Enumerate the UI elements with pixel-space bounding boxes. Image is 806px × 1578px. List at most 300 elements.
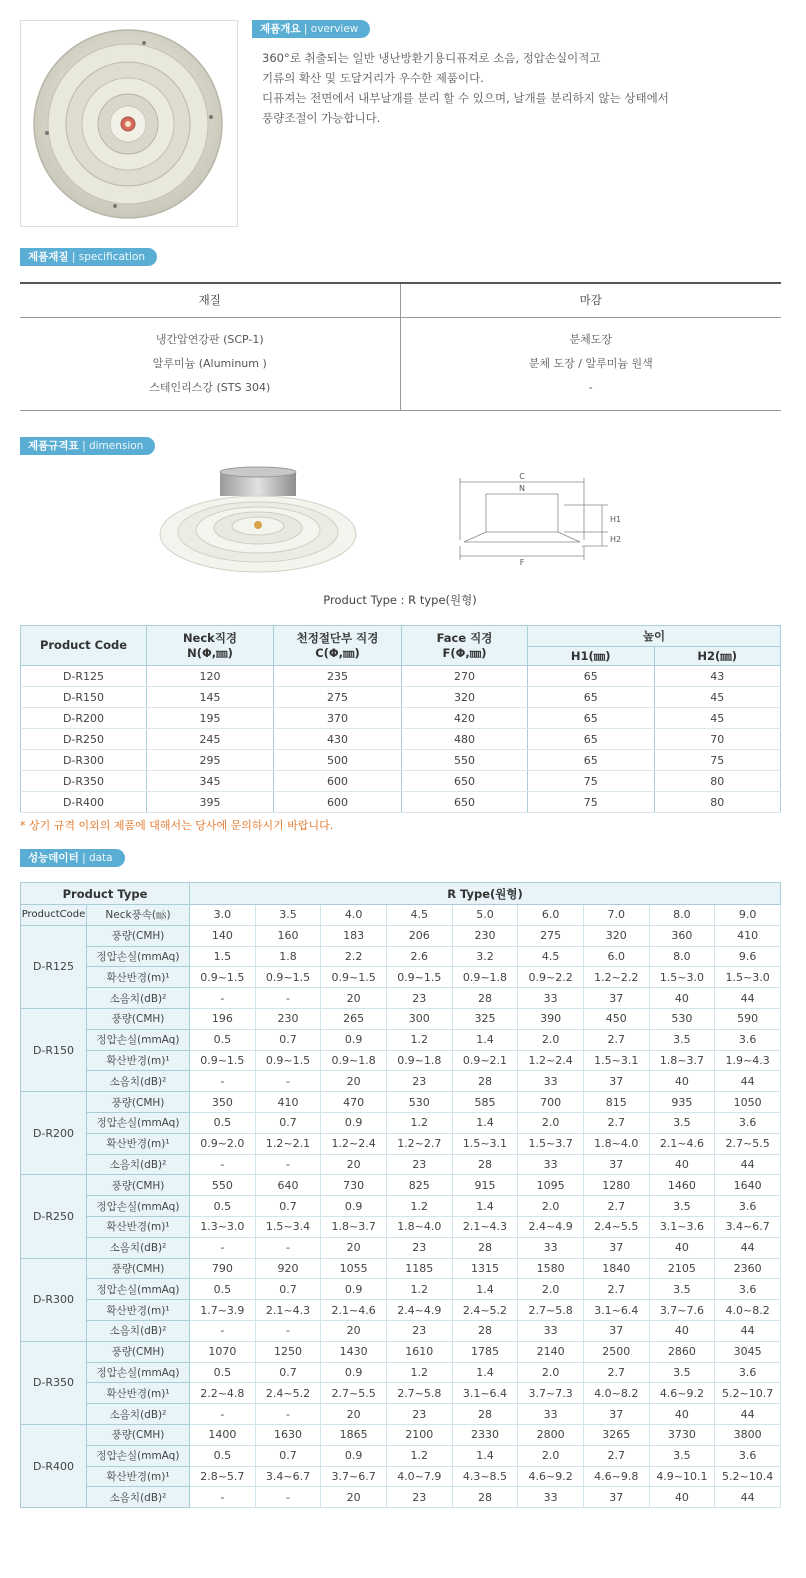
performance-value-cell: 410	[255, 1092, 321, 1113]
performance-value-cell: 0.9~1.5	[255, 1050, 321, 1071]
performance-value-cell: 3.7~7.3	[518, 1383, 584, 1404]
metric-label-cell: 정압손실(mmAq)	[87, 1445, 190, 1466]
performance-value-cell: -	[255, 988, 321, 1009]
performance-value-cell: 2.4~5.2	[255, 1383, 321, 1404]
performance-value-cell: 40	[649, 1154, 715, 1175]
performance-value-cell: 44	[715, 1237, 781, 1258]
performance-value-cell: 1785	[452, 1341, 518, 1362]
performance-value-cell: 2.4~5.2	[452, 1300, 518, 1321]
performance-value-cell: 3.7~6.7	[321, 1466, 387, 1487]
dimension-value-cell: 295	[147, 750, 274, 771]
performance-value-cell: 28	[452, 1071, 518, 1092]
performance-value-cell: 0.9~2.0	[190, 1133, 256, 1154]
performance-value-cell: 3.5	[649, 1362, 715, 1383]
performance-table	[20, 882, 781, 1508]
dimension-value-cell: 650	[402, 771, 528, 792]
material-item: 알루미늄 (Aluminum )	[152, 356, 267, 370]
diagram-label-n: N	[519, 484, 525, 493]
dimension-value-cell: 45	[654, 687, 781, 708]
performance-value-cell: 1.2~2.4	[518, 1050, 584, 1071]
performance-value-cell: 2.1~4.3	[452, 1216, 518, 1237]
performance-value-cell: 2140	[518, 1341, 584, 1362]
table-row	[21, 666, 781, 687]
dim-header-h2: H2(㎜)	[654, 647, 781, 666]
performance-value-cell: 37	[583, 1487, 649, 1508]
performance-value-cell: 2.0	[518, 1445, 584, 1466]
performance-value-cell: 3.5	[649, 1029, 715, 1050]
performance-value-cell: 1095	[518, 1175, 584, 1196]
performance-value-cell: -	[255, 1071, 321, 1092]
dimension-value-cell: 245	[147, 729, 274, 750]
performance-value-cell: 0.5	[190, 1362, 256, 1383]
metric-label-cell: 정압손실(mmAq)	[87, 1196, 190, 1217]
diagram-label-h2: H2	[610, 535, 622, 544]
performance-value-cell: 0.5	[190, 1196, 256, 1217]
overview-description	[262, 48, 782, 128]
neck-speed-cell: 7.0	[583, 905, 649, 926]
performance-value-cell: 44	[715, 1487, 781, 1508]
performance-value-cell: 37	[583, 988, 649, 1009]
performance-value-cell: 2.7~5.5	[715, 1133, 781, 1154]
performance-value-cell: 3730	[649, 1424, 715, 1445]
performance-value-cell: 2.0	[518, 1362, 584, 1383]
product-code-cell: D-R300	[21, 1258, 87, 1341]
table-row	[21, 1050, 781, 1071]
metric-label-cell: 확산반경(m)¹	[87, 1133, 190, 1154]
performance-value-cell: 40	[649, 1320, 715, 1341]
performance-value-cell: -	[255, 1487, 321, 1508]
product-code-cell: D-R125	[21, 925, 87, 1008]
performance-value-cell: 3.6	[715, 1362, 781, 1383]
performance-value-cell: 1.4	[452, 1029, 518, 1050]
product-code-cell: D-R200	[21, 1092, 87, 1175]
product-code-cell: D-R200	[21, 708, 147, 729]
performance-value-cell: 2.4~5.5	[583, 1216, 649, 1237]
performance-value-cell: 1.5~3.0	[715, 967, 781, 988]
performance-value-cell: 33	[518, 1237, 584, 1258]
performance-value-cell: 2.7	[583, 1112, 649, 1133]
performance-value-cell: 1.2	[386, 1112, 452, 1133]
performance-value-cell: 470	[321, 1092, 387, 1113]
diagram-label-f: F	[519, 558, 525, 567]
metric-label-cell: 풍량(CMH)	[87, 1008, 190, 1029]
performance-value-cell: 1.2	[386, 1279, 452, 1300]
metric-label-cell: 소음치(dB)²	[87, 988, 190, 1009]
performance-value-cell: 2.7~5.8	[518, 1300, 584, 1321]
performance-value-cell: 0.9~1.5	[321, 967, 387, 988]
performance-value-cell: 1865	[321, 1424, 387, 1445]
specification-badge	[20, 248, 157, 266]
performance-value-cell: 1.2~2.2	[583, 967, 649, 988]
performance-value-cell: 28	[452, 1320, 518, 1341]
performance-value-cell: 1.5~3.1	[583, 1050, 649, 1071]
performance-value-cell: 0.7	[255, 1029, 321, 1050]
performance-value-cell: 0.9	[321, 1112, 387, 1133]
performance-value-cell: 2330	[452, 1424, 518, 1445]
dimension-value-cell: 275	[274, 687, 402, 708]
performance-value-cell: 33	[518, 1487, 584, 1508]
performance-value-cell: 3.4~6.7	[255, 1466, 321, 1487]
performance-value-cell: 4.0~8.2	[715, 1300, 781, 1321]
performance-value-cell: 4.9~10.1	[649, 1466, 715, 1487]
metric-label-cell: 확산반경(m)¹	[87, 1383, 190, 1404]
performance-value-cell: 265	[321, 1008, 387, 1029]
overview-badge	[252, 20, 370, 38]
metric-label-cell: 정압손실(mmAq)	[87, 1112, 190, 1133]
performance-value-cell: 37	[583, 1237, 649, 1258]
performance-value-cell: 0.7	[255, 1445, 321, 1466]
metric-label-cell: 풍량(CMH)	[87, 1175, 190, 1196]
diagram-label-c: C	[519, 472, 525, 481]
performance-value-cell: 4.3~8.5	[452, 1466, 518, 1487]
finish-item: 분체도장	[569, 332, 612, 346]
table-row	[21, 792, 781, 813]
metric-label-cell: 정압손실(mmAq)	[87, 1279, 190, 1300]
performance-value-cell: 1.8~4.0	[583, 1133, 649, 1154]
performance-value-cell: -	[255, 1154, 321, 1175]
performance-value-cell: 1.2	[386, 1196, 452, 1217]
performance-value-cell: 2100	[386, 1424, 452, 1445]
metric-label-cell: 소음치(dB)²	[87, 1487, 190, 1508]
round-diffuser-image	[21, 21, 237, 226]
performance-value-cell: 1.2~2.1	[255, 1133, 321, 1154]
dimension-value-cell: 45	[654, 708, 781, 729]
performance-value-cell: 1.8~3.7	[649, 1050, 715, 1071]
neck-speed-cell: 3.5	[255, 905, 321, 926]
performance-value-cell: 3.6	[715, 1112, 781, 1133]
performance-value-cell: 325	[452, 1008, 518, 1029]
performance-value-cell: 1280	[583, 1175, 649, 1196]
dimension-value-cell: 195	[147, 708, 274, 729]
performance-value-cell: 0.9	[321, 1279, 387, 1300]
neck-speed-cell: 4.0	[321, 905, 387, 926]
metric-label-cell: 소음치(dB)²	[87, 1320, 190, 1341]
dim-header-height: 높이	[528, 626, 781, 647]
performance-value-cell: 28	[452, 1404, 518, 1425]
performance-value-cell: 550	[190, 1175, 256, 1196]
table-row	[21, 946, 781, 967]
performance-value-cell: 1630	[255, 1424, 321, 1445]
performance-value-cell: 2105	[649, 1258, 715, 1279]
overview-line: 풍량조절이 가능합니다.	[262, 111, 381, 125]
performance-value-cell: 1055	[321, 1258, 387, 1279]
metric-label-cell: 풍량(CMH)	[87, 1424, 190, 1445]
product-code-cell: D-R400	[21, 1424, 87, 1507]
performance-value-cell: -	[190, 1154, 256, 1175]
performance-value-cell: 2.1~4.6	[321, 1300, 387, 1321]
performance-value-cell: 3800	[715, 1424, 781, 1445]
performance-value-cell: 2.7	[583, 1445, 649, 1466]
performance-value-cell: -	[190, 1237, 256, 1258]
performance-value-cell: -	[190, 1404, 256, 1425]
perf-header-code: ProductCode	[21, 905, 87, 926]
performance-value-cell: 44	[715, 1071, 781, 1092]
performance-value-cell: 20	[321, 1071, 387, 1092]
performance-value-cell: 23	[386, 988, 452, 1009]
performance-value-cell: 1.5~3.4	[255, 1216, 321, 1237]
inquiry-note: * 상기 규격 이외의 제품에 대해서는 당사에 문의하시기 바랍니다.	[20, 819, 334, 832]
performance-value-cell: 2.4~4.9	[518, 1216, 584, 1237]
performance-value-cell: 1.5~3.7	[518, 1133, 584, 1154]
dimension-value-cell: 420	[402, 708, 528, 729]
table-row	[21, 988, 781, 1009]
performance-value-cell: 5.2~10.4	[715, 1466, 781, 1487]
product-code-cell: D-R300	[21, 750, 147, 771]
performance-value-cell: 2.0	[518, 1029, 584, 1050]
table-row	[21, 750, 781, 771]
perf-header-speed: Neck풍속(㎧)	[87, 905, 190, 926]
performance-value-cell: 2.0	[518, 1196, 584, 1217]
table-row	[21, 967, 781, 988]
performance-value-cell: 1070	[190, 1341, 256, 1362]
performance-value-cell: 1.4	[452, 1362, 518, 1383]
performance-value-cell: 1.4	[452, 1445, 518, 1466]
performance-value-cell: 3.5	[649, 1445, 715, 1466]
performance-value-cell: 585	[452, 1092, 518, 1113]
performance-value-cell: 28	[452, 1487, 518, 1508]
neck-speed-cell: 3.0	[190, 905, 256, 926]
performance-value-cell: 0.9	[321, 1362, 387, 1383]
dim-header-face-label: Face 직경	[436, 630, 493, 645]
table-row	[21, 1383, 781, 1404]
performance-value-cell: 4.0~7.9	[386, 1466, 452, 1487]
metric-label-cell: 소음치(dB)²	[87, 1154, 190, 1175]
finishes-cell	[400, 317, 781, 410]
dimension-value-cell: 270	[402, 666, 528, 687]
performance-value-cell: 8.0	[649, 946, 715, 967]
performance-value-cell: 0.5	[190, 1445, 256, 1466]
metric-label-cell: 소음치(dB)²	[87, 1404, 190, 1425]
performance-value-cell: 23	[386, 1237, 452, 1258]
table-row	[21, 1133, 781, 1154]
performance-value-cell: 3.4~6.7	[715, 1216, 781, 1237]
table-row	[21, 1092, 781, 1113]
performance-value-cell: 0.9~2.1	[452, 1050, 518, 1071]
overview-badge-sub: | overview	[303, 23, 359, 35]
performance-value-cell: 230	[255, 1008, 321, 1029]
performance-value-cell: 44	[715, 1404, 781, 1425]
performance-value-cell: 0.9~1.5	[255, 967, 321, 988]
dimension-table	[20, 625, 781, 813]
performance-value-cell: 3.2	[452, 946, 518, 967]
table-row	[21, 708, 781, 729]
finish-item: -	[588, 380, 593, 394]
performance-value-cell: 2.7	[583, 1362, 649, 1383]
performance-value-cell: 4.6~9.2	[649, 1383, 715, 1404]
performance-value-cell: 1250	[255, 1341, 321, 1362]
performance-value-cell: 1.8~3.7	[321, 1216, 387, 1237]
performance-value-cell: 350	[190, 1092, 256, 1113]
specification-badge-sub: | specification	[71, 251, 146, 263]
table-row	[21, 1029, 781, 1050]
product-photo-frame	[20, 20, 238, 227]
performance-value-cell: 3.6	[715, 1029, 781, 1050]
performance-value-cell: 1400	[190, 1424, 256, 1445]
performance-value-cell: 0.5	[190, 1112, 256, 1133]
metric-label-cell: 확산반경(m)¹	[87, 1050, 190, 1071]
dimension-value-cell: 500	[274, 750, 402, 771]
performance-value-cell: 0.9~1.8	[386, 1050, 452, 1071]
performance-value-cell: 20	[321, 1320, 387, 1341]
performance-value-cell: 44	[715, 988, 781, 1009]
performance-value-cell: 390	[518, 1008, 584, 1029]
performance-value-cell: 44	[715, 1320, 781, 1341]
performance-value-cell: 6.0	[583, 946, 649, 967]
performance-value-cell: 23	[386, 1320, 452, 1341]
performance-value-cell: 1.4	[452, 1196, 518, 1217]
performance-value-cell: 140	[190, 925, 256, 946]
overview-badge-title: 제품개요	[260, 23, 301, 35]
neck-speed-cell: 6.0	[518, 905, 584, 926]
metric-label-cell: 정압손실(mmAq)	[87, 1362, 190, 1383]
performance-value-cell: 320	[583, 925, 649, 946]
performance-value-cell: 40	[649, 1404, 715, 1425]
diagram-label-h1: H1	[610, 515, 622, 524]
performance-value-cell: 9.6	[715, 946, 781, 967]
dimension-value-cell: 70	[654, 729, 781, 750]
table-row	[21, 1300, 781, 1321]
performance-value-cell: 1.2	[386, 1362, 452, 1383]
performance-value-cell: 37	[583, 1404, 649, 1425]
table-row	[21, 729, 781, 750]
performance-value-cell: 1.4	[452, 1112, 518, 1133]
performance-value-cell: 37	[583, 1154, 649, 1175]
overview-line: 디퓨져는 전면에서 내부날개를 분리 할 수 있으며, 날개를 분리하지 않는 상태에서	[262, 91, 669, 105]
dimension-value-cell: 43	[654, 666, 781, 687]
specification-badge-title: 제품재질	[28, 251, 69, 263]
table-row	[21, 1196, 781, 1217]
neck-speed-cell: 9.0	[715, 905, 781, 926]
performance-value-cell: 2.7	[583, 1279, 649, 1300]
performance-value-cell: 40	[649, 1487, 715, 1508]
dimension-value-cell: 235	[274, 666, 402, 687]
overview-line: 360°로 취출되는 일반 냉난방환기용디퓨져로 소음, 정압손실이적고	[262, 51, 601, 65]
performance-value-cell: 815	[583, 1092, 649, 1113]
performance-value-cell: 196	[190, 1008, 256, 1029]
dimension-value-cell: 75	[654, 750, 781, 771]
table-row	[21, 1112, 781, 1133]
performance-value-cell: 4.6~9.2	[518, 1466, 584, 1487]
performance-value-cell: 1460	[649, 1175, 715, 1196]
performance-value-cell: 44	[715, 1154, 781, 1175]
performance-value-cell: 2.1~4.6	[649, 1133, 715, 1154]
performance-value-cell: 3.6	[715, 1445, 781, 1466]
performance-value-cell: 3.6	[715, 1196, 781, 1217]
performance-value-cell: 2.0	[518, 1112, 584, 1133]
neck-speed-cell: 5.0	[452, 905, 518, 926]
neck-speed-cell: 4.5	[386, 905, 452, 926]
performance-value-cell: 23	[386, 1487, 452, 1508]
dim-header-face-unit: F(Φ,㎜)	[442, 645, 487, 660]
performance-value-cell: 0.7	[255, 1279, 321, 1300]
performance-value-cell: 2.6	[386, 946, 452, 967]
dimension-value-cell: 370	[274, 708, 402, 729]
dimension-value-cell: 550	[402, 750, 528, 771]
metric-label-cell: 소음치(dB)²	[87, 1071, 190, 1092]
dimension-value-cell: 600	[274, 792, 402, 813]
performance-value-cell: 20	[321, 1154, 387, 1175]
performance-value-cell: 0.7	[255, 1196, 321, 1217]
dimension-value-cell: 480	[402, 729, 528, 750]
metric-label-cell: 풍량(CMH)	[87, 925, 190, 946]
dimension-value-cell: 600	[274, 771, 402, 792]
metric-label-cell: 확산반경(m)¹	[87, 1466, 190, 1487]
performance-value-cell: 0.7	[255, 1362, 321, 1383]
performance-value-cell: 0.5	[190, 1279, 256, 1300]
table-row	[21, 1008, 781, 1029]
dim-header-ceiling-label: 천정절단부 직경	[296, 630, 379, 645]
performance-value-cell: 3045	[715, 1341, 781, 1362]
metric-label-cell: 확산반경(m)¹	[87, 1300, 190, 1321]
dimension-value-cell: 80	[654, 771, 781, 792]
performance-value-cell: 1580	[518, 1258, 584, 1279]
table-row	[21, 771, 781, 792]
performance-value-cell: 300	[386, 1008, 452, 1029]
performance-value-cell: 33	[518, 1320, 584, 1341]
performance-value-cell: 3.7~7.6	[649, 1300, 715, 1321]
dim-header-neck-label: Neck직경	[182, 630, 238, 645]
performance-value-cell: 4.0~8.2	[583, 1383, 649, 1404]
specification-table	[20, 282, 781, 411]
dimension-diagram	[452, 470, 622, 570]
dimension-badge	[20, 437, 155, 455]
product-code-cell: D-R250	[21, 729, 147, 750]
table-row	[21, 1154, 781, 1175]
dimension-value-cell: 345	[147, 771, 274, 792]
performance-value-cell: 2.7	[583, 1196, 649, 1217]
dimension-value-cell: 320	[402, 687, 528, 708]
dim-header-face	[402, 626, 528, 666]
performance-value-cell: 410	[715, 925, 781, 946]
performance-value-cell: 1.5~3.0	[649, 967, 715, 988]
dimension-value-cell: 395	[147, 792, 274, 813]
performance-value-cell: 160	[255, 925, 321, 946]
product-code-cell: D-R250	[21, 1175, 87, 1258]
dim-header-h1: H1(㎜)	[528, 647, 655, 666]
dimension-value-cell: 65	[528, 708, 655, 729]
performance-value-cell: 1.7~3.9	[190, 1300, 256, 1321]
performance-value-cell: 3.1~6.4	[452, 1383, 518, 1404]
dimension-value-cell: 65	[528, 729, 655, 750]
performance-value-cell: 1.8	[255, 946, 321, 967]
performance-value-cell: 590	[715, 1008, 781, 1029]
performance-value-cell: 915	[452, 1175, 518, 1196]
performance-value-cell: 33	[518, 1071, 584, 1092]
performance-value-cell: 40	[649, 1071, 715, 1092]
table-row	[21, 1175, 781, 1196]
performance-value-cell: 0.9~1.5	[190, 967, 256, 988]
performance-value-cell: 1.4	[452, 1279, 518, 1300]
performance-value-cell: 28	[452, 988, 518, 1009]
dimension-value-cell: 75	[528, 771, 655, 792]
performance-value-cell: 3265	[583, 1424, 649, 1445]
performance-value-cell: 4.6~9.8	[583, 1466, 649, 1487]
performance-value-cell: 2.2~4.8	[190, 1383, 256, 1404]
finish-item: 분체 도장 / 알루미늄 원색	[528, 356, 653, 370]
performance-value-cell: 40	[649, 1237, 715, 1258]
finish-header: 마감	[400, 283, 781, 317]
performance-value-cell: 40	[649, 988, 715, 1009]
performance-value-cell: 0.5	[190, 1029, 256, 1050]
performance-value-cell: 0.9	[321, 1445, 387, 1466]
performance-value-cell: -	[255, 1237, 321, 1258]
performance-value-cell: 0.9~1.8	[321, 1050, 387, 1071]
product-code-cell: D-R125	[21, 666, 147, 687]
performance-value-cell: 450	[583, 1008, 649, 1029]
performance-badge-title: 성능데이터	[28, 852, 79, 864]
performance-value-cell: 2.7~5.5	[321, 1383, 387, 1404]
performance-value-cell: 33	[518, 1154, 584, 1175]
